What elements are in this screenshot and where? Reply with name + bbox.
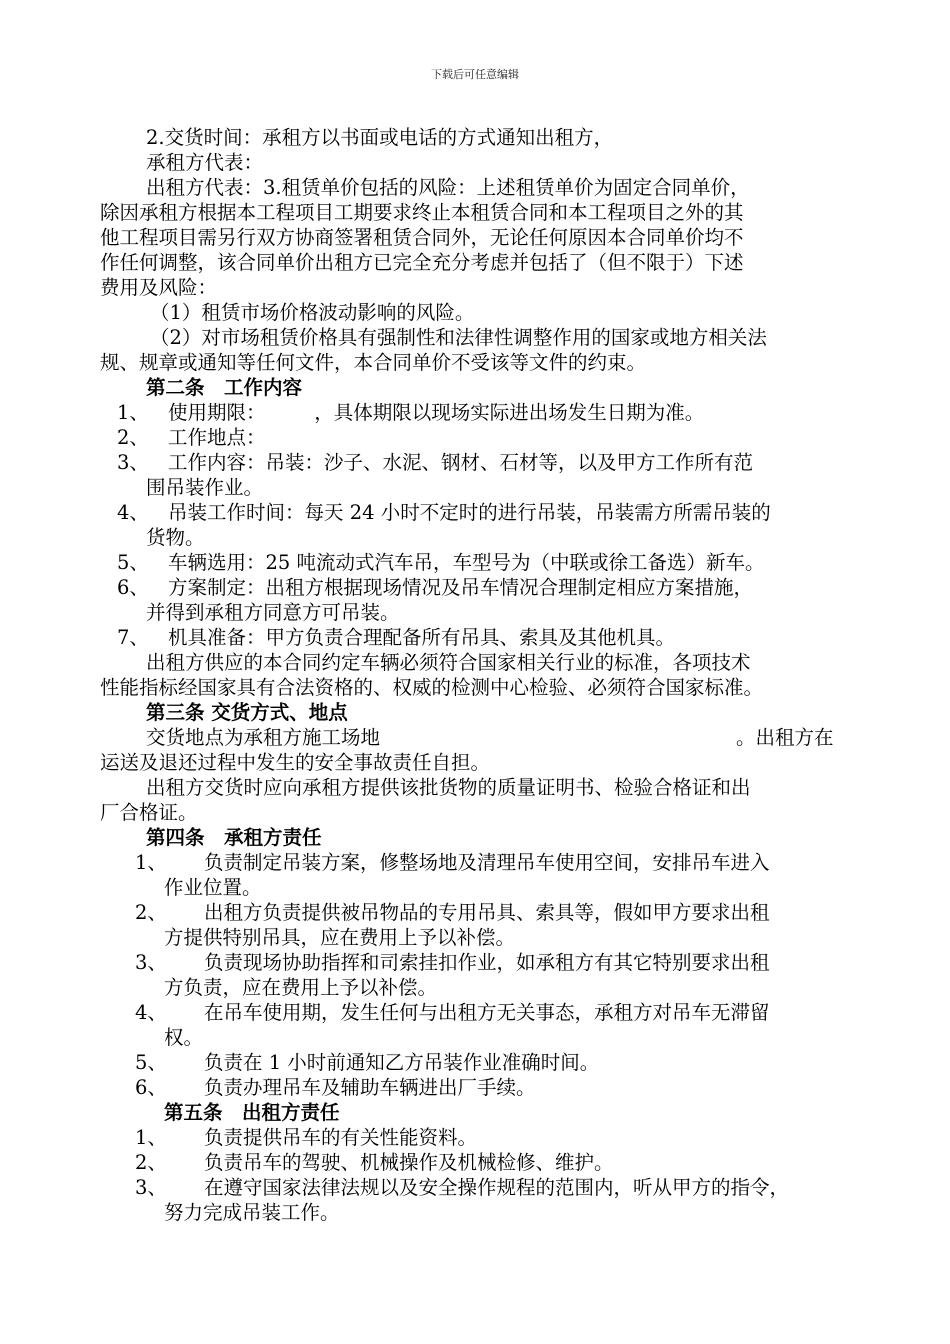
list-item: 方案制定：出租方根据现场情况及吊车情况合理制定相应方案措施， (168, 576, 754, 599)
list-item-continuation: 作业位置。 (164, 876, 262, 899)
list-item: 使用期限： ，具体期限以现场实际进出场发生日期为准。 (168, 401, 705, 424)
list-number: 5、 (117, 551, 149, 574)
list-number: 3、 (135, 1176, 167, 1199)
paragraph-line: 出租方交货时应向承租方提供该批货物的质量证明书、检验合格证和出 (146, 776, 751, 799)
section-heading: 第四条 承租方责任 (146, 826, 322, 849)
list-number: 6、 (117, 576, 149, 599)
list-item: 负责吊车的驾驶、机械操作及机械检修、维护。 (204, 1151, 614, 1174)
paragraph-line: 交货地点为承租方施工场地 (146, 726, 381, 749)
paragraph-line: 承租方代表： (146, 151, 264, 174)
list-number: 7、 (117, 626, 149, 649)
list-item: 机具准备：甲方负责合理配备所有吊具、索具及其他机具。 (168, 626, 676, 649)
list-item: 车辆选用：25 吨流动式汽车吊，车型号为（中联或徐工备选）新车。 (168, 551, 765, 574)
paragraph-line: 他工程项目需另行双方协商签署租赁合同外，无论任何原因本合同单价均不 (100, 226, 744, 249)
paragraph-line: 出租方供应的本合同约定车辆必须符合国家相关行业的标准，各项技术 (146, 651, 751, 674)
list-item: 在遵守国家法律法规以及安全操作规程的范围内，听从甲方的指令， (204, 1176, 790, 1199)
paragraph-line: 作任何调整，该合同单价出租方已完全充分考虑并包括了（但不限于）下述 (100, 251, 744, 274)
paragraph-line: 厂合格证。 (100, 801, 198, 824)
list-number: 2、 (117, 426, 149, 449)
paragraph-line: 。出租方在 (736, 726, 834, 749)
list-item-continuation: 围吊装作业。 (146, 476, 264, 499)
section-heading: 第三条 交货方式、地点 (146, 701, 348, 724)
paragraph-line: 规、规章或通知等任何文件，本合同单价不受该等文件的约束。 (100, 351, 647, 374)
list-item: 负责现场协助指挥和司索挂扣作业，如承租方有其它特别要求出租 (204, 951, 770, 974)
page-header: 下载后可任意编辑 (431, 68, 519, 81)
list-number: 5、 (135, 1051, 167, 1074)
list-number: 4、 (135, 1001, 167, 1024)
paragraph-line: 出租方代表：3.租赁单价包括的风险：上述租赁单价为固定合同单价， (146, 176, 750, 199)
list-number: 3、 (117, 451, 149, 474)
paragraph-line: 费用及风险： (100, 276, 218, 299)
list-number: 6、 (135, 1076, 167, 1099)
list-item: 负责办理吊车及辅助车辆进出厂手续。 (204, 1076, 536, 1099)
list-item: 工作内容：吊装：沙子、水泥、钢材、石材等，以及甲方工作所有范 (168, 451, 754, 474)
list-item: 出租方负责提供被吊物品的专用吊具、索具等，假如甲方要求出租 (204, 901, 770, 924)
list-item-continuation: 方负责，应在费用上予以补偿。 (164, 976, 438, 999)
list-item: 负责提供吊车的有关性能资料。 (204, 1126, 478, 1149)
list-number: 1、 (135, 851, 167, 874)
section-heading: 第二条 工作内容 (146, 376, 303, 399)
paragraph-line: 2.交货时间：承租方以书面或电话的方式通知出租方， (146, 126, 614, 149)
paragraph-line: （2）对市场租赁价格具有强制性和法律性调整作用的国家或地方相关法 (150, 326, 767, 349)
list-item-continuation: 努力完成吊装工作。 (164, 1201, 340, 1224)
section-heading: 第五条 出租方责任 (164, 1101, 340, 1124)
paragraph-line: （1）租赁市场价格波动影响的风险。 (150, 301, 475, 324)
list-item: 工作地点： (168, 426, 266, 449)
list-number: 2、 (135, 901, 167, 924)
list-number: 4、 (117, 501, 149, 524)
list-item-continuation: 方提供特别吊具，应在费用上予以补偿。 (164, 926, 516, 949)
list-item: 负责在 1 小时前通知乙方吊装作业准确时间。 (204, 1051, 600, 1074)
list-number: 1、 (135, 1126, 167, 1149)
list-item-continuation: 货物。 (146, 526, 205, 549)
list-number: 2、 (135, 1151, 167, 1174)
list-item-continuation: 并得到承租方同意方可吊装。 (146, 601, 400, 624)
list-item: 负责制定吊装方案，修整场地及清理吊车使用空间，安排吊车进入 (204, 851, 770, 874)
paragraph-line: 除因承租方根据本工程项目工期要求终止本租赁合同和本工程项目之外的其 (100, 201, 744, 224)
paragraph-line: 性能指标经国家具有合法资格的、权威的检测中心检验、必须符合国家标准。 (100, 676, 764, 699)
list-number: 3、 (135, 951, 167, 974)
list-number: 1、 (117, 401, 149, 424)
list-item: 吊装工作时间：每天 24 小时不定时的进行吊装，吊装需方所需吊装的 (168, 501, 771, 524)
list-item: 在吊车使用期，发生任何与出租方无关事态，承租方对吊车无滞留 (204, 1001, 770, 1024)
list-item-continuation: 权。 (164, 1026, 204, 1049)
paragraph-line: 运送及退还过程中发生的安全事故责任自担。 (100, 751, 491, 774)
